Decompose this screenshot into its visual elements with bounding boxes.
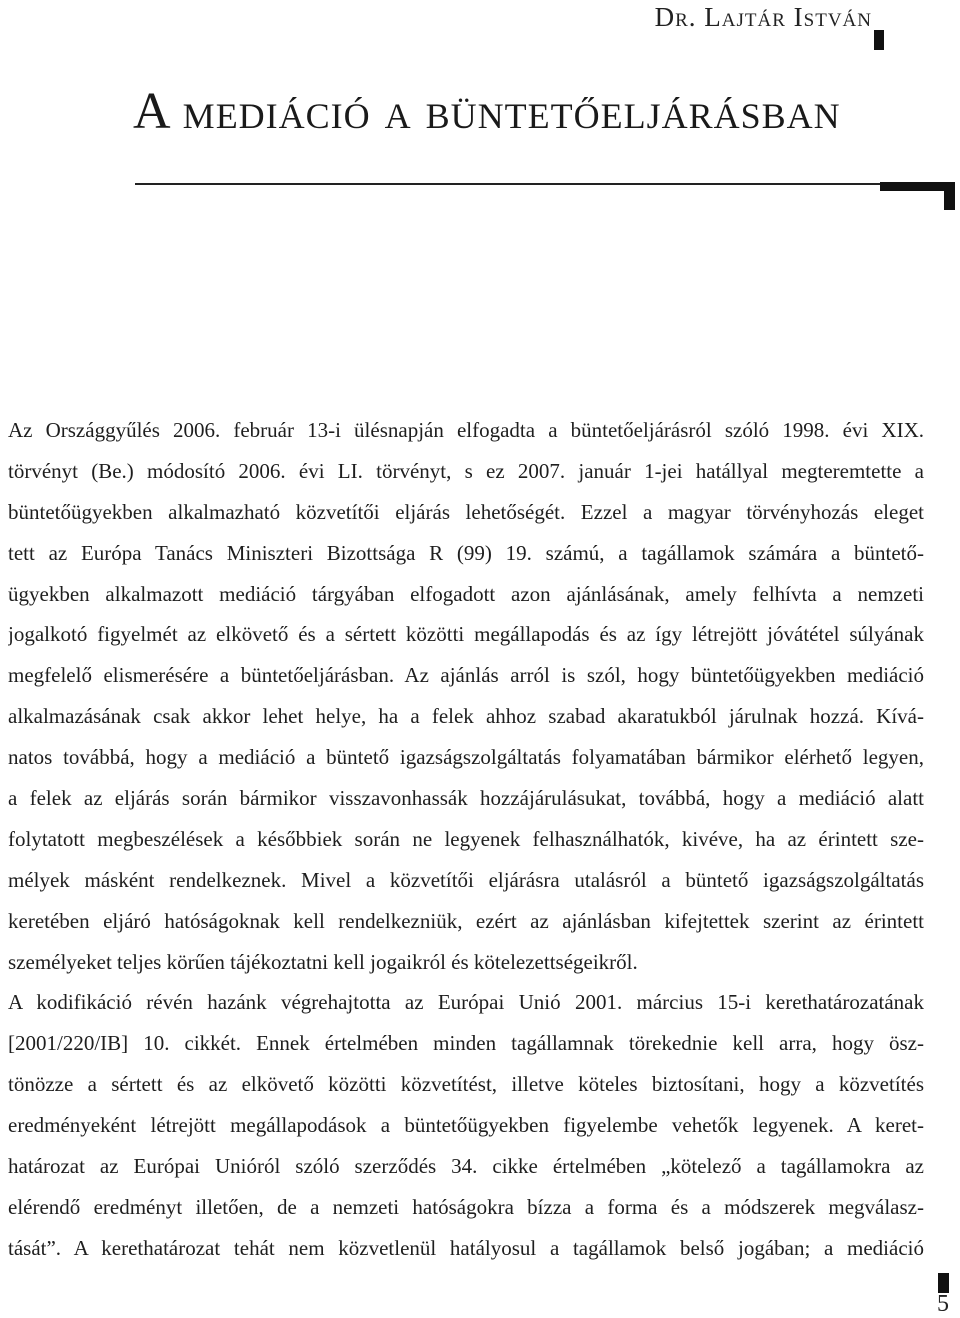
page-title: A mediáció a büntetőeljárásban	[133, 83, 841, 140]
text-line: tását”. A kerethatározat tehát nem közvetlenül hatályosul a tagállamok belső jogában; a mediáció	[8, 1235, 924, 1260]
text-line: A kodifikáció révén hazánk végrehajtotta az Európai Unió 2001. március 15-i kerethatározatának	[8, 990, 924, 1015]
text-line: jogalkotó figyelmét az elkövető és a sértett közötti megállapodás és az így létrejött jóvátétel súlyának	[8, 622, 924, 647]
author-name: Dr. Lajtár István	[654, 2, 872, 32]
text-line: keretében eljáró hatóságoknak kell rendelkezniük, ezért az ajánlásban kifejtettek szerint az érintett	[8, 908, 924, 933]
text-line: tett az Európa Tanács Miniszteri Bizottsága R (99) 19. számú, a tagállamok számára a büntető-	[8, 540, 924, 565]
corner-mark-top	[874, 30, 884, 50]
body-text	[8, 410, 924, 1269]
text-line: folytatott megbeszélések a későbbiek során ne legyenek felhasználhatók, kivéve, ha az érintett sze-	[8, 826, 924, 851]
text-line: ügyekben alkalmazott mediáció tárgyában elfogadott azon ajánlásának, amely felhívta a nemzeti	[8, 581, 924, 606]
text-line: a felek az eljárás során bármikor visszavonhassák hozzájárulásukat, továbbá, hogy a mediáció alatt	[8, 786, 924, 811]
text-line: megfelelő elismerésére a büntetőeljárásban. Az ajánlás arról is szól, hogy büntetőügyekben mediáció	[8, 663, 924, 688]
text-line: [2001/220/IB] 10. cikkét. Ennek értelmében minden tagállamnak törekednie kell arra, hogy ösz-	[8, 1031, 924, 1056]
text-line: natos továbbá, hogy a mediáció a büntető igazságszolgáltatás folyamatában bármikor elérhető legyen,	[8, 745, 924, 770]
text-line: tönözze a sértett és az elkövető közötti közvetítést, illetve köteles biztosítani, hogy a közvetítés	[8, 1072, 924, 1097]
corner-mark-bottom	[938, 1273, 949, 1293]
title-rule	[135, 183, 880, 185]
page-number: 5	[937, 1291, 949, 1317]
rule-mark-vertical	[944, 182, 955, 210]
text-line: alkalmazásának csak akkor lehet helye, ha a felek ahhoz szabad akaratukból járulnak hozzá. Kívá-	[8, 704, 924, 729]
text-line: büntetőügyekben alkalmazható közvetítői eljárás lehetőségét. Ezzel a magyar törvényhozás eleget	[8, 499, 924, 524]
text-line: elérendő eredményt illetően, de a nemzeti hatóságokra bízza a forma és a módszerek megválasz-	[8, 1194, 924, 1219]
text-line: személyeket teljes körűen tájékoztatni kell jogaikról és kötelezettségeikről.	[8, 949, 638, 974]
text-line: mélyek másként rendelkeznek. Mivel a közvetítői eljárásra utalásról a büntető igazságszolgáltatás	[8, 867, 924, 892]
text-line: határozat az Európai Unióról szóló szerződés 34. cikke értelmében „kötelező a tagállamokra az	[8, 1154, 924, 1179]
text-line: Az Országgyűlés 2006. február 13-i ülésnapján elfogadta a büntetőeljárásról szóló 1998. évi XIX.	[8, 418, 924, 442]
text-line: eredményeként létrejött megállapodások a büntetőügyekben figyelembe vehetők legyenek. A keret-	[8, 1113, 924, 1138]
text-line: törvényt (Be.) módosító 2006. évi LI. törvényt, s ez 2007. január 1-jei hatállyal megteremtette a	[8, 458, 924, 483]
